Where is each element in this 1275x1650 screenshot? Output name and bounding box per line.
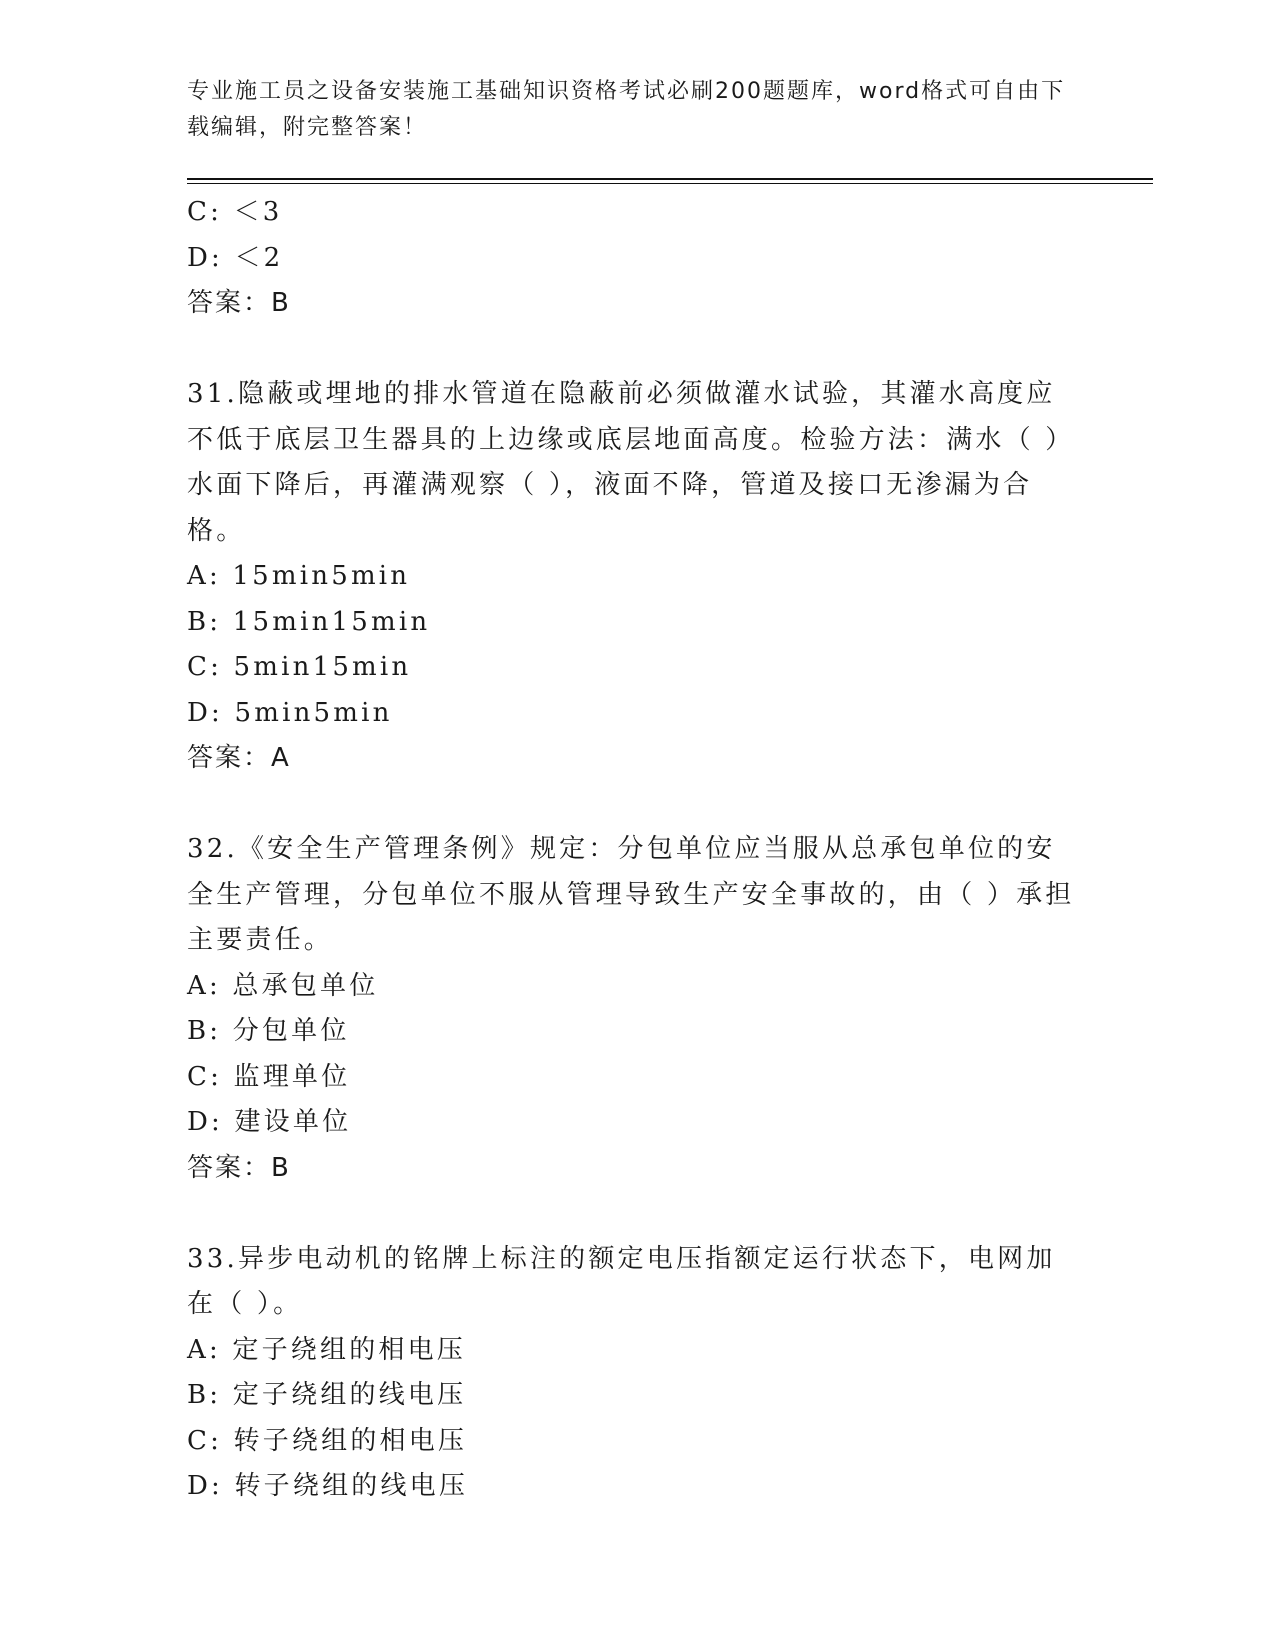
- question-31: [187, 372, 1077, 782]
- option-c: C: 5min15min: [187, 652, 412, 682]
- option-a: A: 15min5min: [187, 561, 411, 591]
- question-fragment: [187, 190, 1077, 327]
- spacer: [187, 327, 1077, 373]
- header-divider-thin: [187, 183, 1153, 184]
- document-header: [187, 74, 1067, 146]
- answer-line: 答案：B: [187, 288, 291, 318]
- answer-line: 答案：B: [187, 1152, 291, 1183]
- option-c: C: 监理单位: [187, 1061, 351, 1092]
- question-32: [187, 827, 1077, 1191]
- option-c: C: ＜3: [187, 197, 283, 227]
- option-c: C: 转子绕组的相电压: [187, 1425, 468, 1456]
- option-a: A: 总承包单位: [187, 970, 379, 1001]
- header-divider-thick: [187, 178, 1153, 180]
- question-text: 32.《安全生产管理条例》规定：分包单位应当服从总承包单位的安全生产管理，分包单位不服从管理导致生产安全事故的，由（ ）承担主要责任。: [187, 834, 1075, 955]
- option-b: B: 15min15min: [187, 606, 431, 637]
- spacer: [187, 782, 1077, 828]
- option-d: D: ＜2: [187, 242, 284, 273]
- document-body: [187, 190, 1077, 1510]
- question-33: [187, 1237, 1077, 1510]
- option-d: D: 转子绕组的线电压: [187, 1471, 469, 1501]
- option-b: B: 分包单位: [187, 1016, 350, 1046]
- question-text: 31.隐蔽或埋地的排水管道在隐蔽前必须做灌水试验，其灌水高度应不低于底层卫生器具的上边缘或底层地面高度。检验方法：满水（ ）水面下降后，再灌满观察（ ），液面不降，管道及接口无渗漏为合格。: [187, 379, 1075, 546]
- spacer: [187, 1191, 1077, 1237]
- option-d: D: 5min5min: [187, 697, 393, 728]
- answer-line: 答案：A: [187, 743, 291, 773]
- option-d: D: 建设单位: [187, 1107, 352, 1137]
- question-text: 33.异步电动机的铭牌上标注的额定电压指额定运行状态下，电网加在（ ）。: [187, 1243, 1056, 1319]
- document-title: 专业施工员之设备安装施工基础知识资格考试必刷200题题库，word格式可自由下载编辑，附完整答案！: [187, 79, 1066, 140]
- option-b: B: 定子绕组的线电压: [187, 1380, 467, 1410]
- option-a: A: 定子绕组的相电压: [187, 1334, 467, 1365]
